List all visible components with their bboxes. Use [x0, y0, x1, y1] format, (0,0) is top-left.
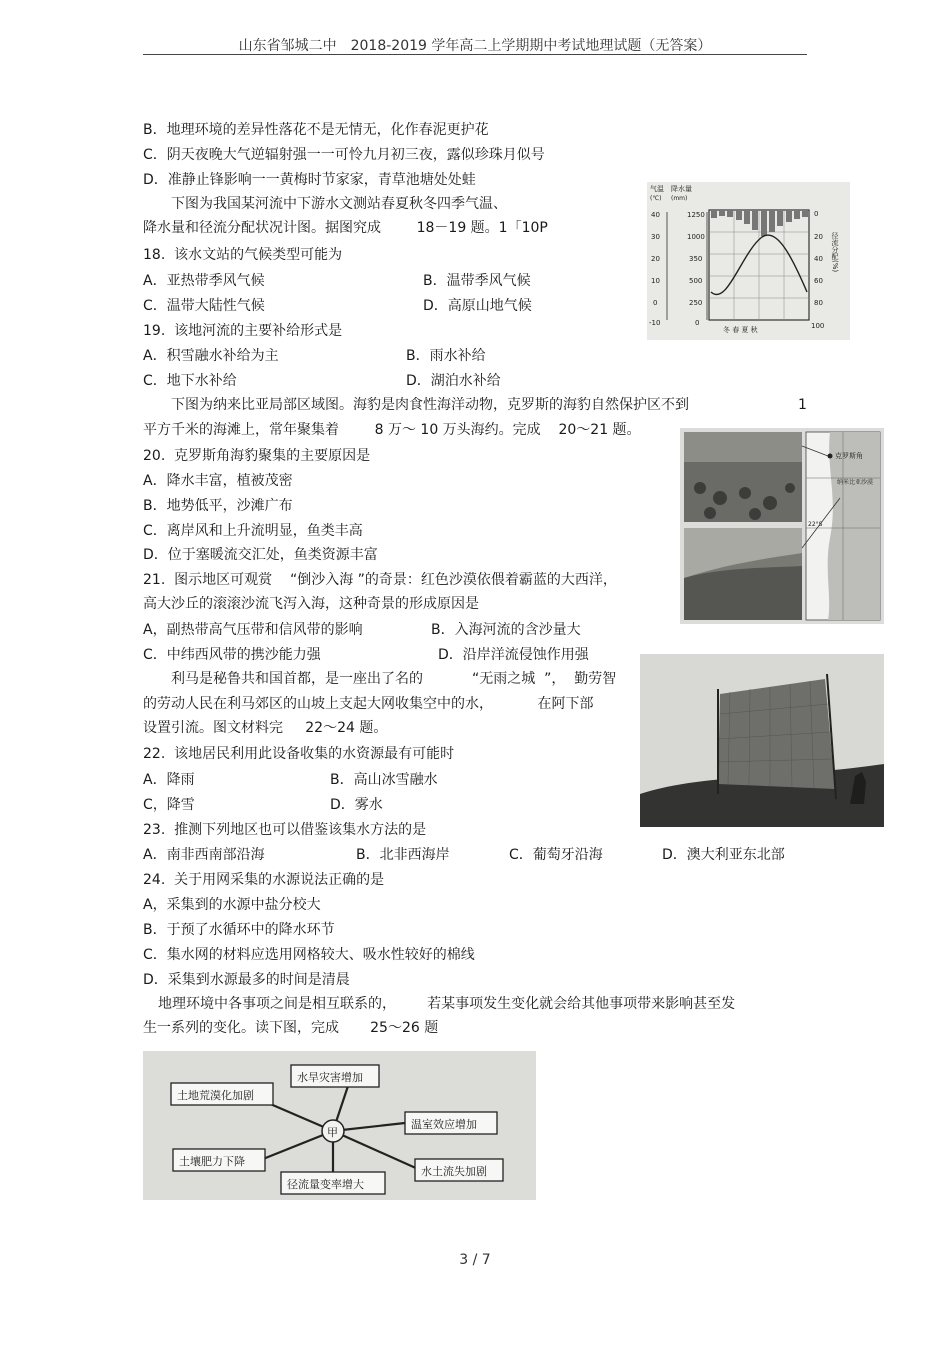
- passage-line: 利马是秘鲁共和国首都，是一座出了名的 “无雨之城 ”， 勤劳智: [171, 671, 617, 687]
- cause-effect-diagram: [143, 1051, 536, 1200]
- question-19: 19. 该地河流的主要补给形式是: [143, 323, 343, 339]
- option-line: C．地下水补给: [143, 373, 237, 389]
- passage-line: 1: [798, 397, 807, 413]
- precip-tick: 350: [689, 255, 703, 263]
- temp-tick: 20: [651, 255, 660, 263]
- precip-axis-unit: (mm): [671, 195, 688, 202]
- question-24: 24. 关于用网采集的水源说法正确的是: [143, 872, 385, 888]
- option-line: B．温带季风气候: [423, 273, 531, 289]
- header-rule: [143, 54, 807, 55]
- option-line: D．位于塞暖流交汇处，鱼类资源丰富: [143, 547, 378, 563]
- map-label-latitude: 22°S: [808, 521, 823, 528]
- option-line: D．高原山地气候: [423, 298, 532, 314]
- cape-cross-marker: [828, 454, 833, 459]
- option-line: D．采集到水源最多的时间是清晨: [143, 972, 350, 988]
- option-line: B．北非西海岸: [356, 847, 450, 863]
- right-tick: 80: [814, 299, 823, 307]
- option-line: B．高山冰雪融水: [330, 772, 438, 788]
- temp-tick: -10: [649, 319, 661, 327]
- option-line: A．亚热带季风气候: [143, 273, 265, 289]
- right-tick: 0: [814, 210, 819, 218]
- passage-line: 生一系列的变化。读下图，完成 25～26 题: [143, 1020, 439, 1036]
- fog-net-photo: [640, 654, 884, 827]
- precip-axis-title: 降水量: [671, 185, 692, 193]
- right-tick: 60: [814, 277, 823, 285]
- land-area: [828, 432, 880, 620]
- passage-line: 设置引流。图文材料完 22～24 题。: [143, 720, 388, 736]
- runoff-axis-label: 径流分配(%): [831, 232, 839, 273]
- right-tick: 40: [814, 255, 823, 263]
- node-label: 水旱灾害增加: [297, 1071, 363, 1084]
- right-tick: 20: [814, 233, 823, 241]
- precip-tick: 500: [689, 277, 703, 285]
- center-node-label: 甲: [327, 1126, 338, 1139]
- option-line: A，采集到的水源中盐分校大: [143, 897, 321, 913]
- option-line: B．雨水补给: [406, 348, 486, 364]
- question-23: 23. 推测下列地区也可以借鉴该集水方法的是: [143, 822, 427, 838]
- passage-line: 平方千米的海滩上，常年聚集着 8 万～ 10 万头海约。完成 20～21 题。: [143, 422, 641, 438]
- option-line: C，降雪: [143, 797, 195, 813]
- right-tick: 100: [811, 322, 825, 330]
- option-line: C．温带大陆性气候: [143, 298, 265, 314]
- question-21-cont: 高大沙丘的滚滚沙流飞泻入海，这种奇景的形成原因是: [143, 596, 479, 612]
- question-22: 22. 该地居民利用此设备收集的水资源最有可能时: [143, 746, 455, 762]
- option-line: A，副热带高气压带和信风带的影响: [143, 622, 363, 638]
- climate-runoff-chart-svg: [647, 182, 850, 340]
- node-label: 水土流失加剧: [421, 1165, 487, 1178]
- temp-axis-unit: (℃): [650, 195, 662, 202]
- option-line: A．降水丰富，植被茂密: [143, 473, 293, 489]
- option-line: B．于预了水循环中的降水环节: [143, 922, 335, 938]
- node-label: 土地荒漠化加剧: [177, 1089, 254, 1102]
- option-line: D．澳大利亚东北部: [662, 847, 785, 863]
- option-line: C．阴天夜晚大气逆辐射强一一可怜九月初三夜，露似珍珠月似号: [143, 147, 545, 163]
- page-number: 3 / 7: [459, 1252, 491, 1268]
- option-line: B．地势低平，沙滩广布: [143, 498, 293, 514]
- option-line: D．湖泊水补给: [406, 373, 501, 389]
- question-20: 20. 克罗斯角海豹聚集的主要原因是: [143, 448, 371, 464]
- page-header: 山东省邹城二中 2018-2019 学年高二上学期期中考试地理试题（无答案）: [238, 38, 712, 54]
- map-label-cape-cross: 克罗斯角: [835, 452, 863, 460]
- precip-tick: 0: [695, 319, 700, 327]
- precip-tick: 250: [689, 299, 703, 307]
- fog-net: [718, 679, 835, 789]
- option-line: C．集水网的材料应选用网格较大、吸水性较好的棉线: [143, 947, 475, 963]
- option-line: A．南非西南部沿海: [143, 847, 265, 863]
- option-line: C．离岸风和上升流明显，鱼类丰高: [143, 523, 363, 539]
- temp-tick: 10: [651, 277, 660, 285]
- passage-line: 降水量和径流分配状况计图。据图究成 18－19 题。1「10P: [143, 220, 548, 236]
- node-label: 径流量变率增大: [287, 1178, 364, 1191]
- question-18: 18. 该水文站的气候类型可能为: [143, 247, 343, 263]
- temp-tick: 30: [651, 233, 660, 241]
- option-line: B．入海河流的含沙量大: [431, 622, 581, 638]
- question-21: 21. 图示地区可观赏 “倒沙入海 ”的奇景：红色沙漠依偎着霸蓝的大西洋，: [143, 572, 617, 588]
- option-line: A．降雨: [143, 772, 195, 788]
- map-label-desert: 纳米比亚沙漠: [837, 479, 874, 486]
- option-line: A．积雪融水补给为主: [143, 348, 279, 364]
- option-line: C．中纬西风带的携沙能力强: [143, 647, 321, 663]
- passage-line: 下图为我国某河流中下游水文测站春夏秋冬四季气温、: [171, 196, 507, 212]
- namibia-figure: [680, 428, 884, 624]
- precip-tick: 1250: [687, 211, 705, 219]
- temp-tick: 0: [653, 299, 658, 307]
- option-line: D．雾水: [330, 797, 383, 813]
- node-label: 温室效应增加: [411, 1118, 477, 1131]
- temp-axis-title: 气温: [650, 185, 664, 193]
- option-line: D．沿岸洋流侵蚀作用强: [438, 647, 589, 663]
- passage-line: 地理环境中各事项之间是相互联系的， 若某事项发生变化就会给其他事项带来影响甚至发: [158, 996, 736, 1012]
- option-line: B．地理环境的差异性落花不是无情无，化作春泥更护花: [143, 122, 489, 138]
- temp-tick: 40: [651, 211, 660, 219]
- climate-runoff-chart: [647, 182, 850, 340]
- passage-line: 的劳动人民在利马郊区的山坡上支起大网收集空中的水， 在阿下部: [143, 696, 594, 712]
- season-labels: 冬 春 夏 秋: [723, 326, 758, 334]
- passage-line: 下图为纳来比亚局部区域图。海豹是肉食性海洋动物，克罗斯的海豹自然保护区不到: [171, 397, 689, 413]
- precip-tick: 1000: [687, 233, 705, 241]
- option-line: D．准静止锋影响一一黄梅时节家家，青草池塘处处蛙: [143, 172, 476, 188]
- node-label: 土壤肥力下降: [179, 1155, 245, 1168]
- option-line: C．葡萄牙沿海: [509, 847, 603, 863]
